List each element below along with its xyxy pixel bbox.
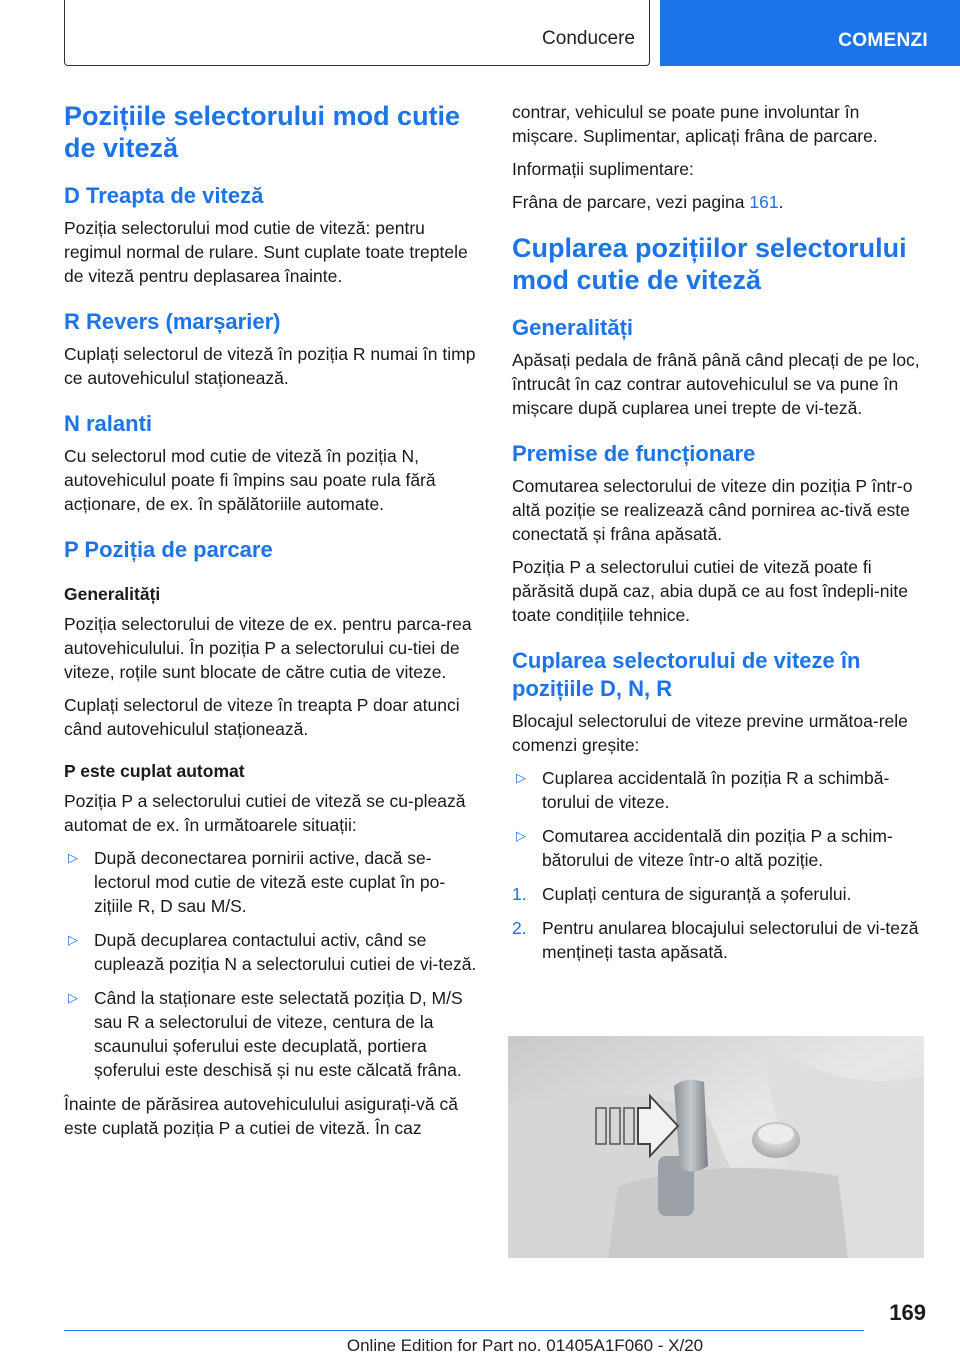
text-reference: Frâna de parcare, vezi pagina 161. <box>512 192 784 212</box>
text-d-gear: Poziția selectorului mod cutie de viteză: pentru regimul normal de rulare. Sunt cuplate toate treptele de viteză pentru deplasarea înainte. <box>64 218 468 286</box>
text-info-label: Informații suplimentare: <box>512 159 694 179</box>
steps-list <box>512 882 926 964</box>
text-r-reverse: Cuplați selectorul de viteză în poziția R numai în timp ce autovehiculul staționează. <box>64 344 476 388</box>
text-auto-park: Poziția P a selectorului cutiei de viteză se cu-plează automat de ex. în următoarele situații: <box>64 791 466 835</box>
header-frame <box>64 0 650 66</box>
triangle-bullet-icon: ▷ <box>68 990 78 1005</box>
heading-r-reverse: R Revers (marșarier) <box>64 309 281 334</box>
subheading-general: Generalități <box>64 584 161 604</box>
text-n-neutral: Cu selectorul mod cutie de viteză în poziția N, autovehiculul poate fi împins sau poate rula fără acționare, de ex. în spălătoriile automate. <box>64 446 436 514</box>
list-item: ▷ După deconectarea pornirii active, dacă se-lectorul mod cutie de viteză este cuplat în po-zițiile R, D sau M/S. <box>68 848 446 916</box>
list-item: ▷ Cuplarea accidentală în poziția R a schimbă-torului de viteze. <box>516 768 890 812</box>
text-prerequisites-1: Comutarea selectorului de viteze din poziția P într-o altă poziție se realizează când pornirea ac-tivă este conectată și frâna apăsată. <box>512 476 913 544</box>
text-general: Apăsați pedala de frână până când plecați de pe loc, întrucât în caz contrar autovehiculul se va pune în mișcare după cuplarea unei trepte de vi-teză. <box>512 350 920 418</box>
step-number: 1. <box>512 884 527 904</box>
triangle-bullet-icon: ▷ <box>516 770 526 785</box>
section-title-positions: Pozițiile selectorului mod cutie de viteză <box>64 101 461 163</box>
footer-edition: Online Edition for Part no. 01405A1F060 - X/20 <box>346 1336 704 1355</box>
list-item: ▷ Când la staționare este selectată poziția D, M/S sau R a selectorului de viteze, centura de la scaunului șoferului este decuplată, portiera șoferului este deschisă și nu este călcată frâna. <box>68 988 463 1080</box>
page-reference-link[interactable]: 161 <box>749 192 779 212</box>
heading-general: Generalități <box>512 315 634 340</box>
header-section-title: Conducere <box>542 28 635 49</box>
heading-engaging-dnr: Cuplarea selectorului de viteze în pozițiile D, N, R <box>512 648 861 701</box>
heading-prerequisites: Premise de funcționare <box>512 441 756 466</box>
triangle-bullet-icon: ▷ <box>516 828 526 843</box>
text-continuation: contrar, vehiculul se poate pune involuntar în mișcare. Suplimentar, aplicați frâna de parcare. <box>512 102 878 146</box>
heading-n-neutral: N ralanti <box>64 411 153 436</box>
list-item: 2. Pentru anularea blocajului selectorului de vi-teză mențineți tasta apăsată. <box>512 918 919 962</box>
section-title-engaging: Cuplarea pozițiilor selectorului mod cutie de viteză <box>512 233 907 295</box>
list-item: ▷ După decuplarea contactului activ, când se cuplează poziția N a selectorului cutiei de vi-teză. <box>68 930 477 974</box>
right-column <box>512 100 926 974</box>
gear-selector-illustration <box>508 1036 924 1258</box>
heading-p-park: P Poziția de parcare <box>64 537 273 562</box>
text-closing: Înainte de părăsirea autovehiculului asigurați-vă că este cuplată poziția P a cutiei de viteză. În caz <box>64 1094 458 1138</box>
left-column <box>64 100 480 1149</box>
triangle-bullet-icon: ▷ <box>68 850 78 865</box>
list-item: 1. Cuplați centura de siguranță a șoferului. <box>512 884 852 904</box>
interlock-list <box>512 766 926 872</box>
page-number: 169 <box>889 1300 926 1325</box>
heading-d-gear: D Treapta de viteză <box>64 183 264 208</box>
text-general-2: Cuplați selectorul de viteze în treapta P doar atunci când autovehiculul staționează. <box>64 695 460 739</box>
gear-selector-photo <box>508 1036 924 1258</box>
subheading-auto-park: P este cuplat automat <box>64 761 245 781</box>
text-general-1: Poziția selectorului de viteze de ex. pentru parca-rea autovehiculului. În poziția P a selectorului cu-tiei de viteze, roțile sunt blocate de către cutia de viteze. <box>64 614 472 682</box>
auto-park-list <box>64 846 480 1082</box>
text-engaging-dnr: Blocajul selectorului de viteze previne următoa-rele comenzi greșite: <box>512 711 908 755</box>
footer-divider <box>64 1330 864 1331</box>
step-number: 2. <box>512 918 527 938</box>
triangle-bullet-icon: ▷ <box>68 932 78 947</box>
header-chapter-label: COMENZI <box>838 30 928 51</box>
list-item: ▷ Comutarea accidentală din poziția P a schim-bătorului de viteze într-o altă poziție. <box>516 826 893 870</box>
text-prerequisites-2: Poziția P a selectorului cutiei de viteză poate fi părăsită după caz, abia după ce au fost îndepli-nite toate condițiile tehnice. <box>512 557 908 625</box>
header-chapter-tab[interactable] <box>660 0 960 66</box>
